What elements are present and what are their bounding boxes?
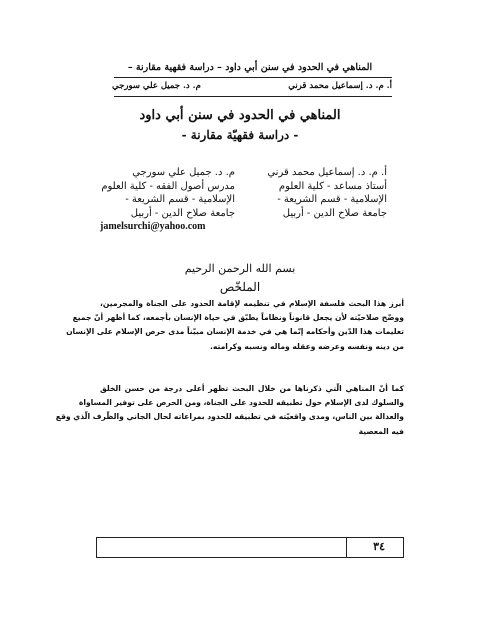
abstract-paragraph-1 [66, 297, 404, 354]
abstract-heading: الملخّص [219, 280, 261, 294]
author-block-1 [252, 166, 387, 220]
author-2-position: مدرس أصول الفقه - كلية العلوم [101, 180, 235, 192]
author-2-department: الإسلامية - قسم الشريعة - [125, 194, 235, 205]
author-1-position: أستاذ مساعد - كلية العلوم [278, 180, 387, 192]
header-rule-top [114, 77, 392, 78]
basmala: بسم الله الرحمن الرحيم [184, 262, 296, 275]
author-1-university: جامعة صلاح الدين - أربيل [282, 207, 387, 219]
author-block-2 [100, 166, 235, 234]
page-number: ٣٤ [373, 540, 385, 553]
author-2-name: م. د. جميل علي سورجي [132, 167, 235, 178]
author-2-email-link[interactable]: jamelsurchi@yahoo.com [100, 221, 206, 232]
author-2-university: جامعة صلاح الدين - أربيل [130, 207, 235, 219]
abstract-p1-line: أبرز هذا البحث فلسفة الإسلام في تنظيمه لإقامة الحدود على الجناة والمجرمين، [100, 299, 404, 308]
abstract-p2-line: فيه المعصية [358, 426, 404, 436]
running-header-author-1: أ. م. د. إسماعيل محمد قرني [288, 81, 392, 91]
author-1-department: الإسلامية - قسم الشريعة - [277, 194, 387, 205]
abstract-paragraph-2 [55, 382, 404, 439]
abstract-p1-line: تعليمات هذا الدّين وأحكامه إنّما هي في خدمة الإنسان مبيّناً مدى حرص الإسلام على الإنسان [66, 327, 404, 337]
article-title: المناهي في الحدود في سنن أبي داود [139, 108, 341, 123]
running-header-author-2: م. د. جميل علي سورجي [112, 81, 201, 91]
author-1-name: أ. م. د. إسماعيل محمد قرني [267, 167, 387, 178]
running-header-authors [112, 81, 392, 91]
abstract-p2-line: والسلوك لدى الإسلام حول تطبيقه للحدود على الجناة، ومن الحرص على توفير المساواة [78, 398, 404, 408]
page-number-divider [346, 538, 347, 557]
abstract-p1-line: ووضّح صلاحيّته لأن يجعل قانوناً ونظاماً يطبّق في حياة الإنسان بأجمعه، كما أظهر أنّ جميع [72, 313, 404, 323]
running-header-title: المناهي في الحدود في سنن أبي داود – دراسة فقهية مقارنة – [127, 62, 373, 73]
article-subtitle: - دراسة فقهيّة مقارنة - [181, 128, 299, 142]
footer-box [96, 537, 404, 558]
abstract-p1-line: من دينه ونفسه وعرضه وعقله وماله ونسبه وكرامته. [209, 341, 404, 351]
header-rule-bottom [114, 96, 392, 97]
abstract-p2-line: كما أنّ المناهي الّتي ذكرناها من خلال البحث تظهر أعلى درجة من حسن الخلق [100, 384, 404, 393]
abstract-p2-line: والعدالة بين الناس، ومدى واقعيّته في تطبيقه للحدود بمراعاته لحال الجاني والظّرف الّذي وقع [55, 412, 404, 422]
